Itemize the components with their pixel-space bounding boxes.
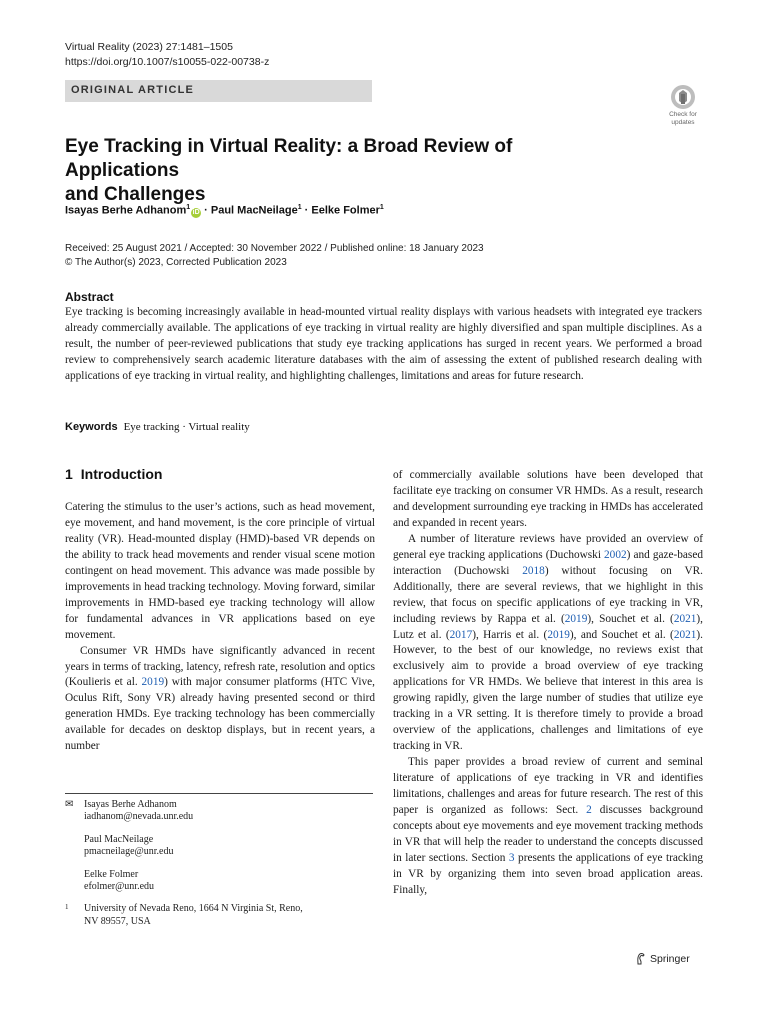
contact-name: Isayas Berhe Adhanom: [84, 799, 177, 810]
citation-link[interactable]: 2019: [564, 612, 588, 625]
contact-name: Eelke Folmer: [84, 869, 139, 880]
author-name: Isayas Berhe Adhanom: [65, 204, 187, 217]
keywords-label: Keywords: [65, 421, 118, 433]
section-title: Introduction: [80, 466, 163, 482]
affiliation: [65, 903, 303, 928]
paragraph: [65, 644, 375, 756]
contact-entry: [65, 869, 193, 892]
paragraph: [393, 755, 703, 899]
article-type-banner: ORIGINAL ARTICLE: [65, 80, 372, 102]
citation-link[interactable]: 2021: [673, 612, 697, 625]
paragraph-text: ), and Souchet et al. (: [569, 628, 674, 641]
section-number: 1: [65, 466, 73, 482]
crossmark-badge[interactable]: [664, 84, 702, 124]
springer-horse-icon: [635, 952, 647, 965]
crossmark-icon: [670, 84, 696, 110]
author-affil-sup: 1: [186, 204, 191, 211]
citation-link[interactable]: 2021: [673, 628, 697, 641]
paragraph: of commercially available solutions have been developed that facilitate eye tracking on consumer VR HMDs. As a result, research and development surrounding eye tracking in HMDs has accelerated and expanded in recent years.: [393, 469, 703, 529]
paragraph-text: discusses background concepts about eye movements and eye movement tracking methods in VR that will help the reader to understand the concepts discussed in later sections. Section: [393, 804, 703, 864]
author-contacts: [65, 799, 193, 904]
footnote-rule: [65, 793, 373, 794]
affiliation-line: University of Nevada Reno, 1664 N Virginia St, Reno,: [84, 903, 303, 914]
paragraph: [393, 532, 703, 755]
title-line-2: and Challenges: [65, 184, 206, 205]
crossmark-label-1: Check for: [669, 111, 697, 118]
paragraph: Catering the stimulus to the user’s actions, such as head movement, eye movement, and hand movement, is the core principle of virtual reality (VR). Head-mounted display (HMD)-based VR depends on the ability to track head movements and render visual scene motion contingent on head movement. This advance was made possible by improvements in head tracking technology. Moving forward, similar improvements in HMD-based eye tracking technology will allow for fundamental advances in VR applications based on eye movement.: [65, 501, 375, 641]
journal-citation: Virtual Reality (2023) 27:1481–1505: [65, 41, 233, 53]
paragraph-text: ), Harris et al. (: [472, 628, 548, 641]
contact-entry: [65, 799, 193, 822]
citation-link[interactable]: 2002: [604, 548, 627, 561]
section-link[interactable]: 2: [586, 804, 592, 817]
paragraph-text: ), Lutz et al. (: [393, 612, 703, 641]
author-list: [65, 204, 384, 218]
paragraph-text: This paper provides a broad review of current and seminal literature of applications of eye tracking in VR and identifies limitations, challenges and areas for future research. The rest of this paper is organized as follows: Sect.: [393, 756, 703, 817]
section-heading: [65, 466, 162, 482]
paper-title: [65, 135, 625, 207]
envelope-icon: ✉: [65, 799, 74, 810]
section-link[interactable]: 3: [508, 851, 515, 864]
affiliation-line: NV 89557, USA: [84, 915, 151, 927]
right-column: [393, 468, 703, 899]
author-name: · Eelke Folmer: [304, 204, 380, 217]
paragraph-text: ) with major consumer platforms (HTC Vive, Oculus Rift, Sony VR) already having presented second or third generation HMDs. Eye tracking technology has been commercially available for decades on desktop displays, but in recent years, a number: [65, 676, 375, 753]
contact-email[interactable]: pmacneilage@unr.edu: [84, 845, 174, 857]
author-affil-sup: 1: [379, 204, 384, 211]
dates-line: Received: 25 August 2021 / Accepted: 30 November 2022 / Published online: 18 January 2023: [65, 243, 484, 254]
left-column: [65, 500, 375, 755]
citation-link[interactable]: 2019: [547, 628, 570, 641]
author-name: · Paul MacNeilage: [204, 204, 298, 217]
abstract-text: Eye tracking is becoming increasingly available in head-mounted virtual reality displays with various headsets with integrated eye trackers already commercially available. The applications of eye tracking in virtual reality are highly diversified and span multiple disciplines. As a result, the number of peer-reviewed publications that study eye tracking applications has surged in recent years. We performed a broad review to comprehensively search academic literature databases with the aim of assessing the extent of published research dealing with applications of eye tracking in virtual reality, and highlighting challenges, limitations and areas for future research.: [65, 306, 702, 382]
title-line-1: Eye Tracking in Virtual Reality: a Broad Review of Applications: [65, 136, 513, 181]
publication-dates: [65, 242, 484, 270]
paragraph-text: ) without focusing on VR. Additionally, there are several reviews, that we highlight in this review, that focus on specific applications of eye tracking in VR, including reviews by Rappa et al. (: [393, 564, 703, 625]
copyright-line: © The Author(s) 2023, Corrected Publication 2023: [65, 257, 287, 268]
keywords: [65, 421, 250, 433]
contact-email[interactable]: efolmer@unr.edu: [84, 880, 155, 892]
paragraph-text: Consumer VR HMDs have significantly advanced in recent years in terms of tracking, latency, refresh rate, resolution and optics (Koulieris et al.: [65, 644, 375, 689]
paragraph-text: ) and gaze-based interaction (Duchowski: [393, 548, 703, 577]
paragraph-text: ). However, to the best of our knowledge, no reviews exist that exclusively aim to provide a broad overview of eye tracking applications for VR HMDs. We believe that interest in this area is growing rapidly, given the large number of studies that utilize eye tracking in a VR setting. It is therefore timely to provide a broad overview of the applications, challenges and limitations of eye tracking in VR.: [393, 628, 703, 753]
publisher-name: Springer: [650, 953, 690, 965]
contact-entry: [65, 834, 193, 857]
crossmark-label-2: updates: [671, 119, 695, 126]
citation-link[interactable]: 2019: [141, 676, 165, 689]
citation-link[interactable]: 2018: [522, 564, 545, 577]
paragraph-text: A number of literature reviews have provided an overview of general eye tracking applications (Duchowski: [393, 532, 703, 561]
citation-link[interactable]: 2017: [449, 628, 473, 641]
paragraph-text: presents the applications of eye tracking in VR by organizing them into seven broad application areas. Finally,: [393, 851, 703, 896]
orcid-icon[interactable]: iD: [192, 208, 200, 216]
journal-header: [65, 40, 269, 70]
contact-email[interactable]: iadhanom@nevada.unr.edu: [84, 810, 194, 822]
affiliation-number: 1: [65, 903, 69, 911]
doi-link[interactable]: https://doi.org/10.1007/s10055-022-00738-z: [65, 56, 270, 68]
contact-name: Paul MacNeilage: [84, 834, 154, 845]
publisher-logo: [635, 952, 690, 965]
abstract-heading: Abstract: [65, 290, 114, 304]
author-affil-sup: 1: [297, 204, 302, 211]
paragraph-text: ), Souchet et al. (: [587, 612, 674, 625]
keywords-text: Eye tracking · Virtual reality: [123, 421, 250, 433]
